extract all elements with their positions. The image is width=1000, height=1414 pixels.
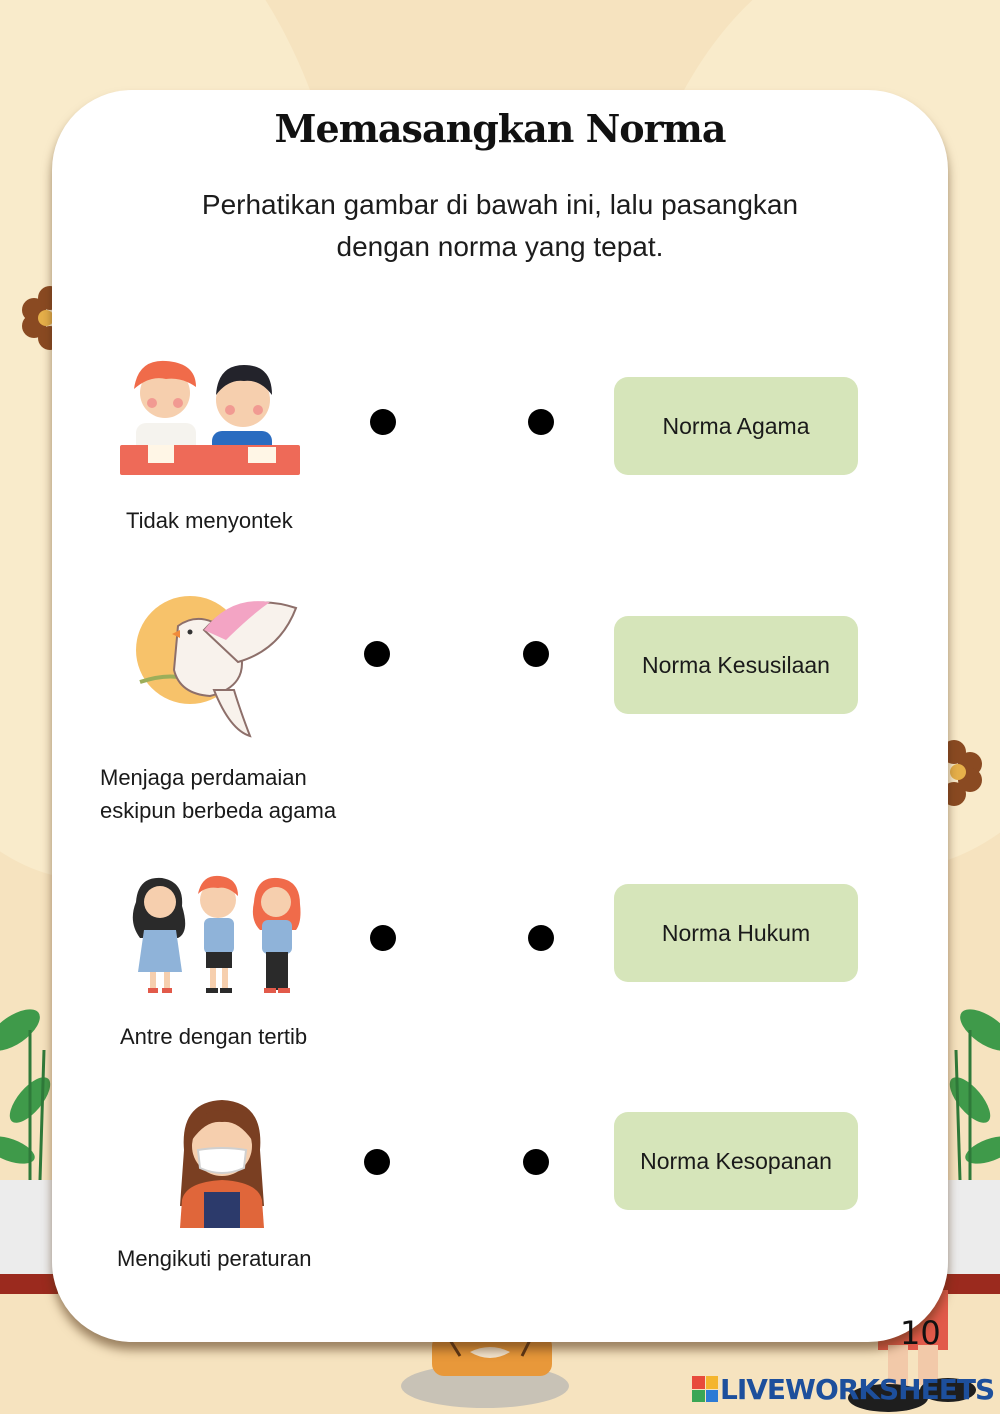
- norm-connect-dot[interactable]: [523, 641, 549, 667]
- girl-with-mask-illustration: [176, 1096, 268, 1228]
- students-writing-illustration: [112, 345, 308, 485]
- norm-option-kesusilaan[interactable]: Norma Kesusilaan: [614, 616, 858, 714]
- norm-option-hukum[interactable]: Norma Hukum: [614, 884, 858, 982]
- brand-text: LIVEWORKSHEETS: [720, 1372, 995, 1406]
- item-connect-dot[interactable]: [370, 925, 396, 951]
- liveworksheets-brand[interactable]: [692, 1372, 994, 1406]
- tiger-illustration: [400, 1330, 570, 1414]
- item-caption: Mengikuti peraturan: [117, 1246, 312, 1271]
- item-connect-dot[interactable]: [364, 641, 390, 667]
- norm-connect-dot[interactable]: [523, 1149, 549, 1175]
- item-caption: Menjaga perdamaian eskipun berbeda agama: [100, 765, 337, 823]
- liveworksheets-logo-icon: [692, 1376, 718, 1402]
- item-caption: Antre dengan tertib: [120, 1024, 308, 1049]
- norm-option-kesopanan[interactable]: Norma Kesopanan: [614, 1112, 858, 1210]
- dove-illustration: [130, 590, 300, 740]
- item-connect-dot[interactable]: [370, 409, 396, 435]
- children-queueing-illustration: [120, 872, 310, 998]
- plant-right-icon: [940, 990, 1000, 1300]
- page-title: Memasangkan Norma: [274, 106, 726, 151]
- item-connect-dot[interactable]: [364, 1149, 390, 1175]
- item-caption: Tidak menyontek: [126, 508, 293, 533]
- page-number: 10: [900, 1314, 941, 1352]
- flower-right-icon: [944, 738, 984, 808]
- norm-option-agama[interactable]: Norma Agama: [614, 377, 858, 475]
- plant-left-icon: [0, 990, 60, 1300]
- norm-connect-dot[interactable]: [528, 409, 554, 435]
- norm-connect-dot[interactable]: [528, 925, 554, 951]
- instruction-text: Perhatikan gambar di bawah ini, lalu pasangkan dengan norma yang tepat.: [201, 189, 799, 262]
